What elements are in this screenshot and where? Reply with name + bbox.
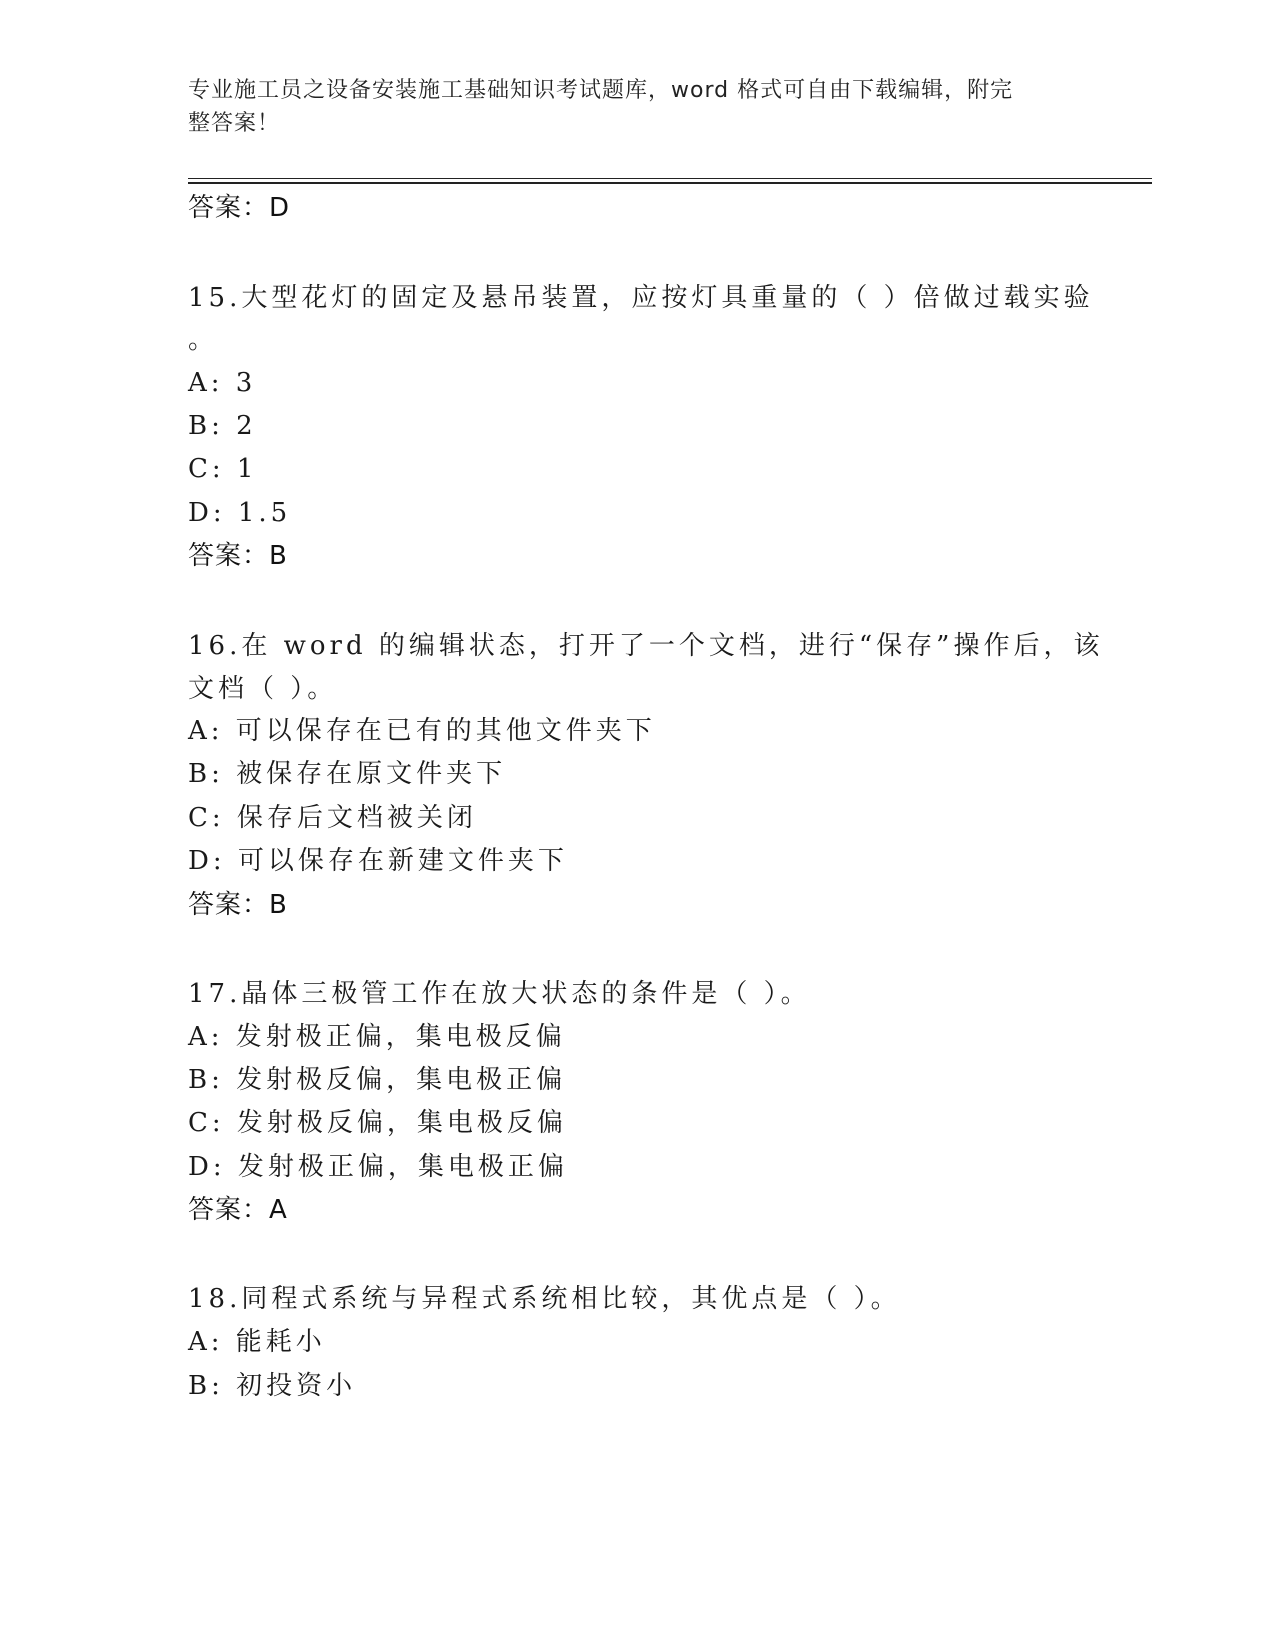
header-line-2: 整答案！ xyxy=(188,111,281,136)
question-15-stem-cont: 。 xyxy=(188,325,219,355)
question-15-answer: 答案：B xyxy=(188,541,288,571)
question-15-option-b: B: 2 xyxy=(188,411,257,441)
question-16-option-c: C: 保存后文档被关闭 xyxy=(188,803,477,833)
question-15-option-a: A: 3 xyxy=(188,368,257,398)
header-rule-thick xyxy=(188,182,1152,184)
question-16-option-d: D: 可以保存在新建文件夹下 xyxy=(188,846,568,876)
answer-line: 答案：D xyxy=(188,193,291,223)
question-17-option-d: D: 发射极正偏，集电极正偏 xyxy=(188,1152,568,1182)
question-17-answer: 答案：A xyxy=(188,1195,288,1225)
question-17-stem: 17.晶体三极管工作在放大状态的条件是（ ）。 xyxy=(188,979,811,1009)
question-18-option-b: B: 初投资小 xyxy=(188,1371,357,1401)
question-16-stem: 16.在 word 的编辑状态，打开了一个文档，进行“保存”操作后，该 xyxy=(188,631,1104,661)
question-15-option-c: C: 1 xyxy=(188,454,258,484)
question-17-option-c: C: 发射极反偏，集电极反偏 xyxy=(188,1108,567,1138)
question-16-answer: 答案：B xyxy=(188,890,288,920)
question-18-stem: 18.同程式系统与异程式系统相比较，其优点是（ ）。 xyxy=(188,1284,901,1314)
document-header xyxy=(188,74,1068,140)
question-15-stem: 15.大型花灯的固定及悬吊装置，应按灯具重量的（ ）倍做过载实验 xyxy=(188,283,1094,313)
question-15-option-d: D: 1.5 xyxy=(188,498,292,528)
question-16-option-a: A: 可以保存在已有的其他文件夹下 xyxy=(188,716,656,746)
question-18-option-a: A: 能耗小 xyxy=(188,1327,326,1357)
header-line-1: 专业施工员之设备安装施工基础知识考试题库，word 格式可自由下载编辑，附完 xyxy=(188,78,1014,103)
header-rule-thin xyxy=(188,178,1152,179)
question-17-option-b: B: 发射极反偏，集电极正偏 xyxy=(188,1065,567,1095)
question-17-option-a: A: 发射极正偏，集电极反偏 xyxy=(188,1022,566,1052)
question-16-stem-cont: 文档（ ）。 xyxy=(188,674,338,704)
question-16-option-b: B: 被保存在原文件夹下 xyxy=(188,759,507,789)
